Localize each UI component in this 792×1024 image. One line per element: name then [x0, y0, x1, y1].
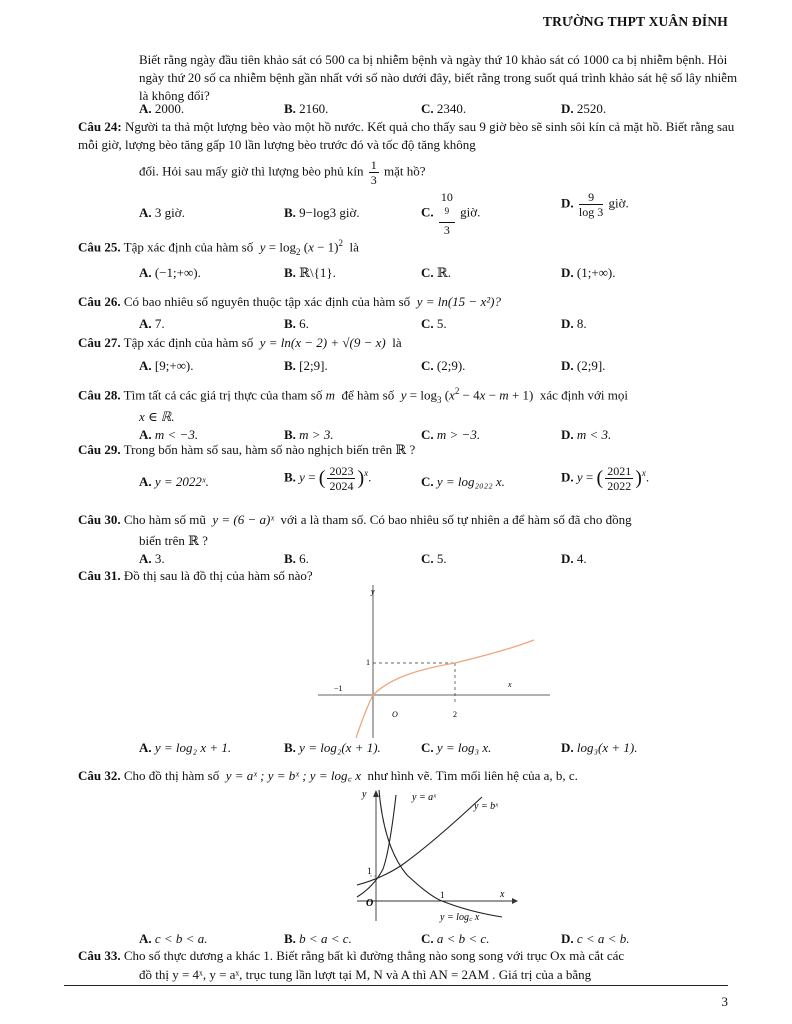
q31-y-label: y — [371, 587, 375, 596]
q27-option-c[interactable]: C. (2;9). — [421, 358, 466, 373]
q26-text: Câu 26. Có bao nhiêu số nguyên thuộc tập xác định của hàm số y = ln(15 − x²)? — [78, 294, 501, 309]
q31-option-c[interactable]: C. y = log₃ x. — [421, 740, 492, 755]
q32-x-arrow — [512, 898, 518, 904]
q24-option-b[interactable]: B. 9−log3 giờ. — [284, 205, 360, 220]
q29-option-b[interactable]: B. y = ( $\frac{2023}{2024}$ )$^x$. — [284, 464, 372, 493]
q32-y-label: y — [362, 789, 367, 800]
q32-label-c: y = log꜀ x — [440, 912, 480, 923]
q32-y-arrow — [373, 790, 379, 797]
q32-option-d[interactable]: D. c < a < b. — [561, 931, 630, 946]
q31-option-a[interactable]: A. y = log₂ x + 1. — [139, 740, 232, 755]
q32-graph — [352, 785, 522, 925]
q30-option-d[interactable]: D. 4. — [561, 551, 587, 566]
q23-option-d[interactable]: D. 2520. — [561, 101, 607, 116]
q28-text: Câu 28. Tìm tất cả các giá trị thực của tham số m để hàm số $y = \log_3 (x^2 - 4x - m + 1)$ xác định với mọi — [78, 386, 628, 405]
q32-one-x: 1 — [440, 890, 445, 900]
q28-option-a[interactable]: A. m < −3. — [139, 427, 199, 442]
q32-one-y: 1 — [367, 866, 372, 876]
q25-text: Câu 25. Tập xác định của hàm số $y = \log_2 (x - 1)^2$ là — [78, 238, 359, 257]
q32-origin: O — [366, 898, 374, 909]
q30-option-a[interactable]: A. 3. — [139, 551, 165, 566]
q23-option-a[interactable]: A. 2000. — [139, 101, 185, 116]
footer-rule — [64, 985, 728, 986]
fraction-1-3: $\frac{1}{3}$ — [370, 158, 377, 187]
q31-tick-2: 2 — [453, 710, 457, 719]
q31-option-d[interactable]: D. log₃(x + 1). — [561, 740, 638, 755]
q28-option-b[interactable]: B. m > 3. — [284, 427, 334, 442]
q31-origin: O — [392, 710, 398, 719]
q28-option-c[interactable]: C. m > −3. — [421, 427, 481, 442]
q25-option-a[interactable]: A. (−1;+∞). — [139, 265, 201, 280]
q31-text: Câu 31. Đồ thị sau là đồ thị của hàm số nào? — [78, 568, 313, 583]
q32-text: Câu 32. Cho đồ thị hàm số y = aˣ ; y = bˣ ; y = log꜀ x như hình vẽ. Tìm mối liên hệ của a, b, c. — [78, 768, 578, 783]
q27-option-d[interactable]: D. (2;9]. — [561, 358, 606, 373]
q30-line2: biến trên ℝ ? — [139, 533, 208, 548]
q32-option-a[interactable]: A. c < b < a. — [139, 931, 208, 946]
q31-curve — [356, 640, 534, 738]
q24-option-c[interactable]: C. 10 $^9$ 3 giờ. — [421, 190, 481, 237]
q24-option-a[interactable]: A. 3 giờ. — [139, 205, 185, 220]
q30-text: Câu 30. Cho hàm số mũ y = (6 − a)ˣ với a là tham số. Có bao nhiêu số tự nhiên a để hàm số đã cho đồng — [78, 512, 632, 527]
q28-option-d[interactable]: D. m < 3. — [561, 427, 612, 442]
q23-option-c[interactable]: C. 2340. — [421, 101, 467, 116]
q29-text: Câu 29. Trong bốn hàm số sau, hàm số nào nghịch biến trên ℝ ? — [78, 442, 416, 457]
q29-option-c[interactable]: C. y = log₂₀₂₂ x. — [421, 474, 505, 489]
q32-option-b[interactable]: B. b < a < c. — [284, 931, 352, 946]
q25-option-d[interactable]: D. (1;+∞). — [561, 265, 616, 280]
q28-line2: x ∈ ℝ. — [139, 409, 175, 424]
q27-option-b[interactable]: B. [2;9]. — [284, 358, 328, 373]
q25-option-c[interactable]: C. ℝ. — [421, 265, 451, 280]
q31-option-b[interactable]: B. y = log₂(x + 1). — [284, 740, 381, 755]
q30-option-c[interactable]: C. 5. — [421, 551, 447, 566]
q31-x-label: x — [508, 680, 512, 689]
q32-x-label: x — [500, 889, 505, 900]
q24-text2: đổi. Hỏi sau mấy giờ thì lượng bèo phủ kín $\frac{1}{3}$ mặt hồ? — [139, 158, 426, 187]
q30-option-b[interactable]: B. 6. — [284, 551, 309, 566]
q32-label-a: y = aˣ — [412, 792, 437, 803]
q31-graph — [318, 580, 560, 738]
q32-option-c[interactable]: C. a < b < c. — [421, 931, 490, 946]
q32-label-b: y = bˣ — [474, 801, 499, 812]
q26-option-d[interactable]: D. 8. — [561, 316, 587, 331]
q25-option-b[interactable]: B. ℝ\{1}. — [284, 265, 336, 280]
q29-option-d[interactable]: D. y = ( $\frac{2021}{2022}$ )$^x$. — [561, 464, 650, 493]
q24-text: Câu 24: Người ta thả một lượng bèo vào một hồ nước. Kết quả cho thấy sau 9 giờ bèo sẽ sinh sôi kín cả mặt hồ. Biết rằng sau mỗi giờ, lượng bèo tăng gấp 10 lần lượng bèo trước đó và tốc độ tăng không — [78, 119, 735, 152]
q26-option-c[interactable]: C. 5. — [421, 316, 447, 331]
q33-text2: đồ thị y = 4ˣ, y = aˣ, trục tung lần lượt tại M, N và A thì AN = 2AM . Giá trị của a bằng — [139, 967, 592, 982]
q27-option-a[interactable]: A. [9;+∞). — [139, 358, 194, 373]
q26-option-b[interactable]: B. 6. — [284, 316, 309, 331]
page-number: 3 — [721, 994, 728, 1009]
q31-tick-1: 1 — [366, 658, 370, 667]
q31-tick-minus1: −1 — [334, 684, 343, 693]
q27-text: Câu 27. Tập xác định của hàm số y = ln(x − 2) + √(9 − x) là — [78, 335, 402, 350]
school-header: TRƯỜNG THPT XUÂN ĐỈNH — [542, 14, 728, 29]
q33-text: Câu 33. Cho số thực dương a khác 1. Biết rằng bất kì đường thẳng nào song song với trục Ox mà cắt các — [78, 948, 625, 963]
q24-option-d[interactable]: D. $\frac{9}{\log 3}$ giờ. — [561, 190, 629, 219]
q23-option-b[interactable]: B. 2160. — [284, 101, 329, 116]
q26-option-a[interactable]: A. 7. — [139, 316, 165, 331]
q29-option-a[interactable]: A. y = 2022ˣ. — [139, 474, 209, 489]
q23-text: Biết rằng ngày đầu tiên khảo sát có 500 ca bị nhiễm bệnh và ngày thứ 10 khảo sát có 1000 ca bị nhiễm bệnh. Hỏi ngày thứ 20 số ca nhiễm bệnh gần nhất với số nào dưới đây, biết rằng trong suốt quá trình khảo sát hệ số lây nhiễm là không đổi? — [139, 52, 738, 103]
